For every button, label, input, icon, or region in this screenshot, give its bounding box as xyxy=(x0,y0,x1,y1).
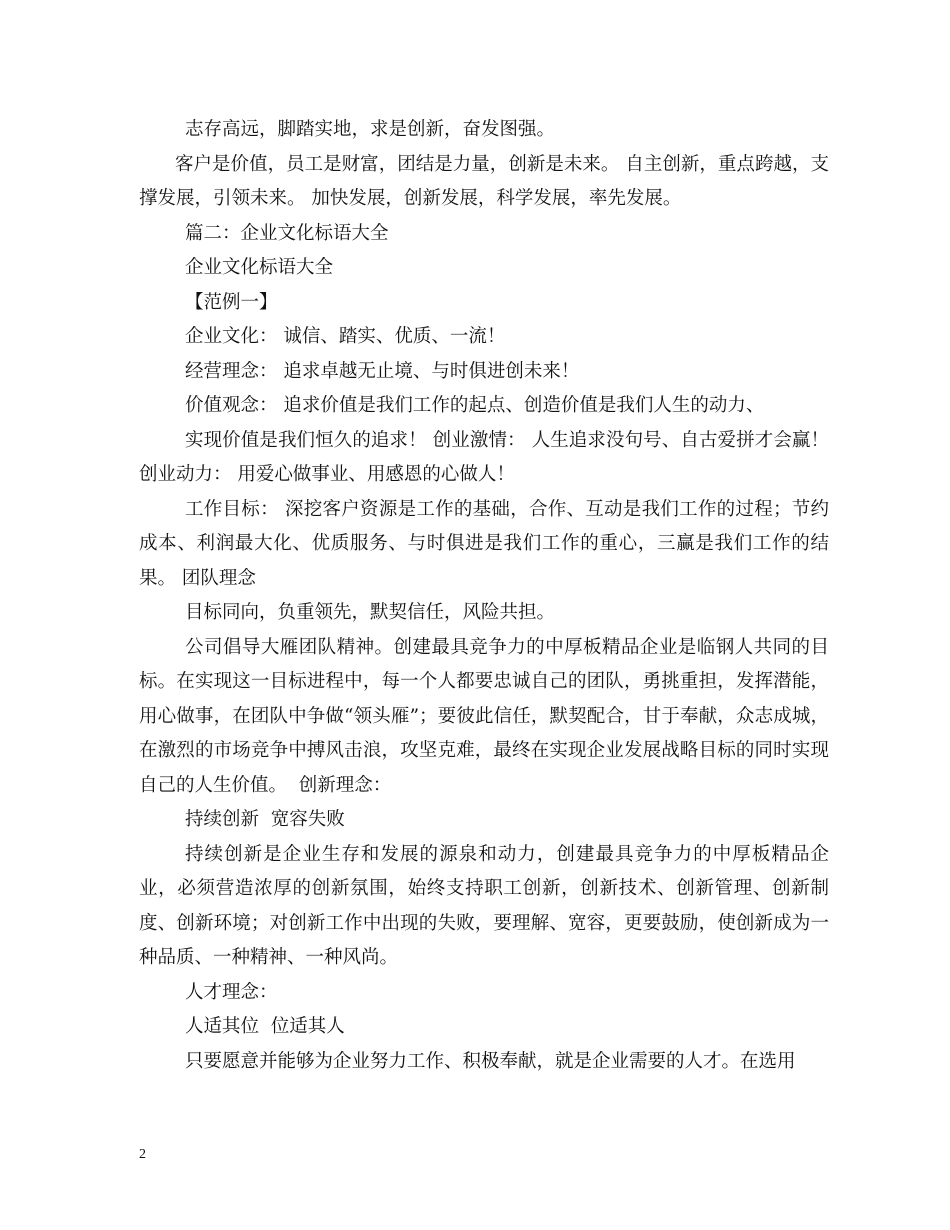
paragraph-business-philosophy: 经营理念： 追求卓越无止境、与时俱进创未来！ xyxy=(185,360,580,382)
paragraph-team-concept: 目标同向，负重领先，默契信任，风险共担。 xyxy=(185,602,556,623)
paragraph-value-concept: 价值观念： 追求价值是我们工作的起点、创造价值是我们人生的动力、 xyxy=(185,395,765,416)
page-number: 2 xyxy=(139,1147,146,1162)
example-heading: 【范例一】 xyxy=(185,291,278,313)
paragraph-motto: 志存高远，脚踏实地，求是创新，奋发图强。 xyxy=(185,119,556,140)
section-title: 企业文化标语大全 xyxy=(185,257,334,278)
paragraph-values: 客户是价值，员工是财富，团结是力量，创新是未来。 自主创新，重点跨越，支撑发展，引领未来。 加快发展，创新发展，科学发展，率先发展。 xyxy=(139,153,829,209)
document-body xyxy=(139,113,835,1079)
paragraph-entrepreneurship: 实现价值是我们恒久的追求！ 创业激情： 人生追求没句号、自古爱拼才会赢！ 创业动力： 用爱心做事业、用感恩的心做人！ xyxy=(139,429,835,485)
section-heading: 篇二：企业文化标语大全 xyxy=(185,222,389,244)
paragraph-goose-spirit: 公司倡导大雁团队精神。创建最具竞争力的中厚板精品企业是临钢人共同的目标。在实现这一目标进程中，每一个人都要忠诚自己的团队，勇挑重担，发挥潜能，用心做事，在团队中争做“领头雁”；要彼此信任，默契配合，甘于奉献，众志成城，在激烈的市场竞争中搏风击浪，攻坚克难，最终在实现企业发展战略目标的同时实现自己的人生价值。 创新理念： xyxy=(139,636,829,796)
paragraph-corporate-culture: 企业文化： 诚信、踏实、优质、一流！ xyxy=(185,326,506,347)
paragraph-innovation-body: 持续创新是企业生存和发展的源泉和动力，创建最具竞争力的中厚板精品企业，必须营造浓厚的创新氛围，始终支持职工创新，创新技术、创新管理、创新制度、创新环境；对创新工作中出现的失败，要理解、宽容，更要鼓励，使创新成为一种品质、一种精神、一种风尚。 xyxy=(139,843,829,968)
paragraph-talent-motto: 人适其位 位适其人 xyxy=(185,1016,345,1037)
paragraph-work-goal: 工作目标： 深挖客户资源是工作的基础，合作、互动是我们工作的过程；节约成本、利润最大化、优质服务、与时俱进是我们工作的重心，三赢是我们工作的结果。 团队理念 xyxy=(139,498,829,589)
paragraph-talent-heading: 人才理念： xyxy=(185,981,278,1003)
paragraph-innovation-motto: 持续创新 宽容失败 xyxy=(185,809,345,830)
paragraph-talent-body: 只要愿意并能够为企业努力工作、积极奉献，就是企业需要的人才。在选用 xyxy=(185,1050,796,1072)
